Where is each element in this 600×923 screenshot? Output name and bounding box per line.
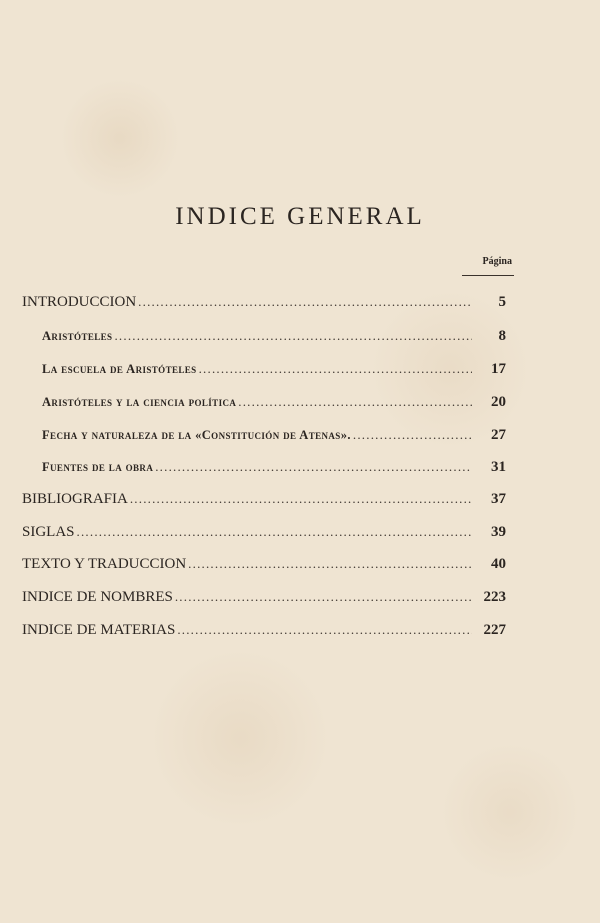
dot-leader xyxy=(77,524,472,540)
toc-entry-indice-materias xyxy=(22,622,506,644)
toc-entry-label: La escuela de Aristóteles xyxy=(42,362,197,376)
toc-entry-fuentes xyxy=(42,459,506,481)
toc-entry-page: 27 xyxy=(491,427,506,443)
toc-entry-introduccion xyxy=(22,294,506,316)
toc-entry-page: 5 xyxy=(498,294,506,310)
toc-entry-label: TEXTO Y TRADUCCION xyxy=(22,556,187,572)
dot-leader xyxy=(155,459,472,475)
dot-leader xyxy=(199,361,472,377)
page-title: INDICE GENERAL xyxy=(175,203,425,230)
toc-entry-indice-nombres xyxy=(22,589,506,611)
dot-leader xyxy=(138,294,472,310)
toc-entry-escuela xyxy=(42,361,506,383)
toc-entry-page: 37 xyxy=(491,491,506,507)
toc-entry-page: 20 xyxy=(491,394,506,410)
toc-entry-label: INTRODUCCION xyxy=(22,294,137,310)
toc-entry-page: 223 xyxy=(483,589,506,605)
toc-entry-page: 40 xyxy=(491,556,506,572)
toc-entry-label: Fecha y naturaleza de la «Constitución de Atenas». xyxy=(42,428,351,442)
toc-entry-texto-traduccion xyxy=(22,556,506,578)
dot-leader xyxy=(177,622,472,638)
toc-entry-page: 17 xyxy=(491,361,506,377)
toc-entry-siglas xyxy=(22,524,506,546)
toc-entry-bibliografia xyxy=(22,491,506,513)
toc-entry-page: 8 xyxy=(498,328,506,344)
toc-entry-label: INDICE DE MATERIAS xyxy=(22,622,176,638)
toc-entry-page: 227 xyxy=(483,622,506,638)
dot-leader xyxy=(188,556,472,572)
toc-entry-page: 39 xyxy=(491,524,506,540)
dot-leader xyxy=(238,394,472,410)
toc-entry-label: Fuentes de la obra xyxy=(42,460,154,474)
dot-leader xyxy=(114,328,472,344)
page-column-header: Página xyxy=(482,256,512,267)
toc-entry-page: 31 xyxy=(491,459,506,475)
toc-entry-label: Aristóteles xyxy=(42,329,113,343)
toc-entry-aristoteles xyxy=(42,328,506,350)
dot-leader xyxy=(130,491,472,507)
toc-entry-label: BIBLIOGRAFIA xyxy=(22,491,128,507)
dot-leader xyxy=(353,427,472,443)
dot-leader xyxy=(175,589,472,605)
toc-entry-label: SIGLAS xyxy=(22,524,75,540)
toc-entry-label: INDICE DE NOMBRES xyxy=(22,589,173,605)
toc-entry-label: Aristóteles y la ciencia política xyxy=(42,395,237,409)
toc-entry-ciencia-politica xyxy=(42,394,506,416)
toc-entry-fecha-naturaleza xyxy=(42,427,506,449)
header-rule xyxy=(462,275,514,276)
